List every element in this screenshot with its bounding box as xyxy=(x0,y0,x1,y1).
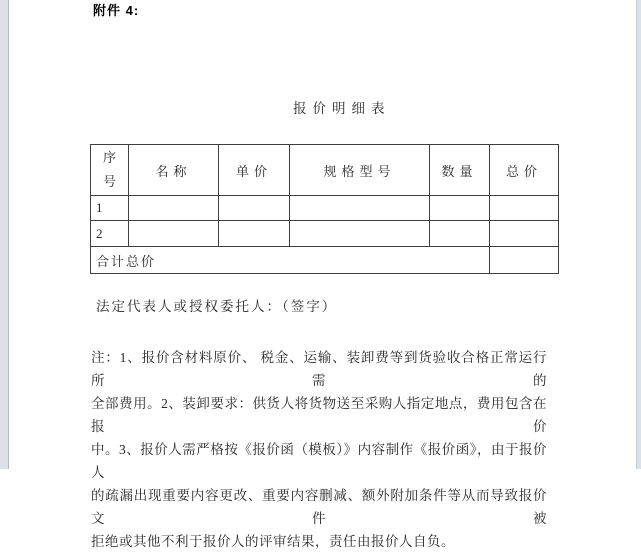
cell-quantity xyxy=(430,196,490,221)
notes-block xyxy=(91,346,547,553)
note-line: 中。3、报价人需严格按《报价函（模板）》内容制作《报价函》，由于报价人 xyxy=(91,442,547,480)
cell-seq: 1 xyxy=(91,196,129,221)
note-line: 注：1、报价含材料原价、 税金、运输、装卸费等到货验收合格正常运行所需的 xyxy=(91,350,547,388)
header-name: 名称 xyxy=(129,145,219,196)
table-summary-row xyxy=(91,247,559,274)
header-total-price: 总价 xyxy=(490,145,559,196)
table-row-2 xyxy=(91,221,559,247)
cell-spec-model xyxy=(290,196,430,221)
note-line: 的疏漏出现重要内容更改、重要内容删减、额外附加条件等从而导致报价文件被 xyxy=(91,488,547,526)
cell-unit-price xyxy=(219,221,290,247)
cell-total-price xyxy=(490,221,559,247)
page-edge-left xyxy=(0,0,9,469)
cell-quantity xyxy=(430,221,490,247)
cell-total-price xyxy=(490,196,559,221)
document-title: 报价明细表 xyxy=(293,101,391,116)
cell-name xyxy=(129,196,219,221)
note-line: 拒绝或其他不利于报价人的评审结果，责任由报价人自负。 xyxy=(91,534,455,549)
page-edge-right xyxy=(636,0,641,469)
summary-value xyxy=(490,247,559,274)
cell-name xyxy=(129,221,219,247)
cell-seq: 2 xyxy=(91,221,129,247)
header-seq xyxy=(91,145,129,196)
summary-label: 合计总价 xyxy=(91,247,490,274)
header-unit-price: 单价 xyxy=(219,145,290,196)
header-spec-model: 规格型号 xyxy=(290,145,430,196)
table-row-1 xyxy=(91,196,559,221)
quotation-table xyxy=(90,144,559,274)
signature-line: 法定代表人或授权委托人：（签字） xyxy=(96,299,338,314)
cell-unit-price xyxy=(219,196,290,221)
table-header-row xyxy=(91,145,559,196)
attachment-label: 附件 4: xyxy=(93,3,140,18)
header-seq-label: 序号 xyxy=(102,150,116,189)
cell-spec-model xyxy=(290,221,430,247)
note-line: 全部费用。2、装卸要求：供货人将货物送至采购人指定地点，费用包含在报价 xyxy=(91,396,547,434)
header-quantity: 数量 xyxy=(430,145,490,196)
